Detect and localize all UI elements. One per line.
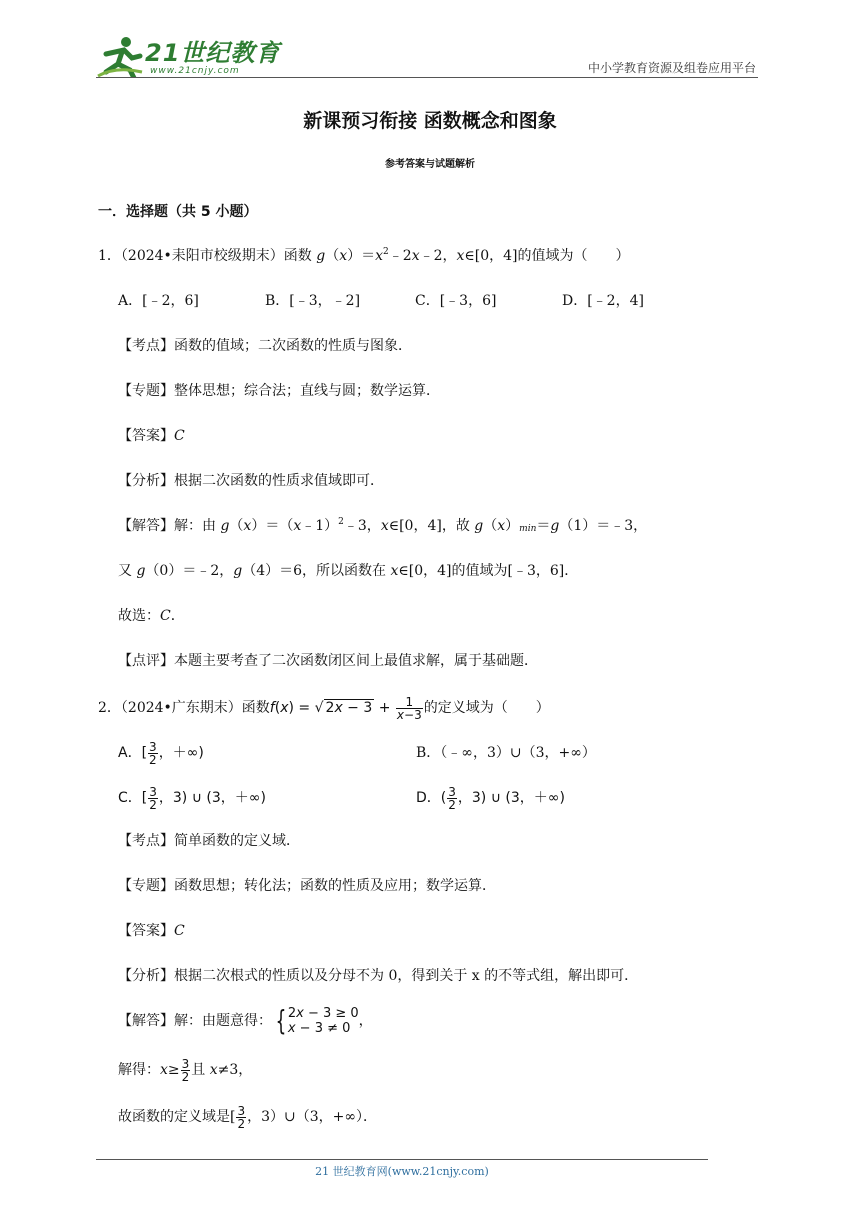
q1-answer-value: C bbox=[174, 428, 185, 444]
q2-guhanshu: 故函数的定义域是[ $\frac{3}{2}$ ，3）∪（3，+∞）． bbox=[118, 1103, 378, 1131]
page-subtitle: 参考答案与试题解析 bbox=[385, 159, 475, 170]
platform-name: 中小学教育资源及组卷应用平台 bbox=[587, 61, 756, 75]
q2-stem: 2．（2024•广东期末）函数f(x) = √ 2x − 3 + $\frac{1}{x-3}$ 的定义域为（ ） bbox=[98, 694, 550, 722]
q2-answer-value: C bbox=[174, 923, 185, 939]
q2-guhanshu-label: 故函数的定义域是 bbox=[118, 1109, 230, 1125]
q2-jieda: 【解答】解：由题意得： { 2x − 3 ≥ 0 x − 3 ≠ 0 ， bbox=[118, 1004, 373, 1037]
section-heading: 一．选择题（共 5 小题） bbox=[98, 204, 258, 220]
q2-tail: 的定义域为（ ） bbox=[423, 700, 550, 716]
q1-answer bbox=[118, 426, 185, 446]
q1-option-b: B．[﹣3，﹣2] bbox=[265, 293, 361, 309]
q2-zhuanti: 【专题】函数思想；转化法；函数的性质及应用；数学运算． bbox=[118, 878, 496, 894]
q1-option-c: C．[﹣3，6] bbox=[415, 293, 497, 309]
page-title: 新课预习衔接 函数概念和图象 bbox=[303, 110, 557, 132]
q1-answer-label: 【答案】 bbox=[118, 428, 174, 444]
footer-text: 21 世纪教育网(www.21cnjy.com) bbox=[315, 1165, 489, 1178]
q1-dianping: 【点评】本题主要考查了二次函数闭区间上最值求解，属于基础题． bbox=[118, 653, 538, 669]
q1-stem: 1．（2024•耒阳市校级期末）函数 $g(x)=x^2﹣2x﹣2$，x∈[0，4]的值域为（ ） bbox=[98, 247, 630, 264]
logo-runner-icon bbox=[96, 36, 144, 78]
q2-option-c: C．[ $\frac{3}{2}$ ，3) ∪ (3，＋∞) bbox=[118, 784, 266, 812]
q1-option-d: D．[﹣2，4] bbox=[562, 293, 644, 309]
q1-tail: 的值域为（ ） bbox=[517, 248, 630, 264]
q1-jieda-label: 【解答】解：由 bbox=[118, 518, 216, 534]
q2-option-d: D．( $\frac{3}{2}$ ，3) ∪ (3，＋∞) bbox=[416, 784, 565, 812]
logo-text: 21世纪教育 bbox=[145, 39, 281, 67]
q2-option-b: B．（﹣∞，3）∪（3，+∞） bbox=[416, 745, 596, 761]
q1-jieda-line1: 【解答】解：由 g（x）＝（x﹣1）$^2$﹣3，x∈[0，4]，故 $g(x)_{min}=g(1)=﹣3$， bbox=[118, 517, 648, 534]
q1-zhuanti: 【专题】整体思想；综合法；直线与圆；数学运算． bbox=[118, 383, 440, 399]
header bbox=[0, 0, 860, 90]
q2-prefix: 2．（2024•广东期末）函数 bbox=[98, 700, 270, 716]
q2-fenxi: 【分析】根据二次根式的性质以及分母不为 0，得到关于 x 的不等式组，解出即可． bbox=[118, 968, 639, 984]
q2-answer bbox=[118, 921, 185, 941]
q2-jiede: 解得：x≥ $\frac{3}{2}$ 且 x≠3， bbox=[118, 1056, 253, 1084]
header-rule bbox=[96, 77, 758, 78]
q1-guxuan-label: 故选： bbox=[118, 608, 160, 624]
q1-prefix: 1．（2024•耒阳市校级期末）函数 bbox=[98, 248, 312, 264]
q2-answer-label: 【答案】 bbox=[118, 923, 174, 939]
q1-kaodian: 【考点】函数的值域；二次函数的性质与图象． bbox=[118, 338, 412, 354]
footer-rule bbox=[96, 1159, 708, 1160]
q1-option-a: A．[﹣2，6] bbox=[118, 293, 199, 309]
q1-fenxi: 【分析】根据二次函数的性质求值域即可． bbox=[118, 473, 384, 489]
q1-jieda-line2: 又 g（0）＝﹣2，g（4）＝6，所以函数在 x∈[0，4]的值域为[﹣3，6]． bbox=[118, 563, 579, 579]
q2-jieda-label: 【解答】解：由题意得： bbox=[118, 1013, 272, 1029]
q1-guxuan: 故选：C． bbox=[118, 608, 185, 624]
q2-kaodian: 【考点】简单函数的定义域． bbox=[118, 833, 300, 849]
q2-jiede-label: 解得： bbox=[118, 1062, 160, 1078]
logo-url: www.21cnjy.com bbox=[150, 66, 240, 76]
q2-option-a: A．[ $\frac{3}{2}$ ，＋∞) bbox=[118, 739, 204, 767]
